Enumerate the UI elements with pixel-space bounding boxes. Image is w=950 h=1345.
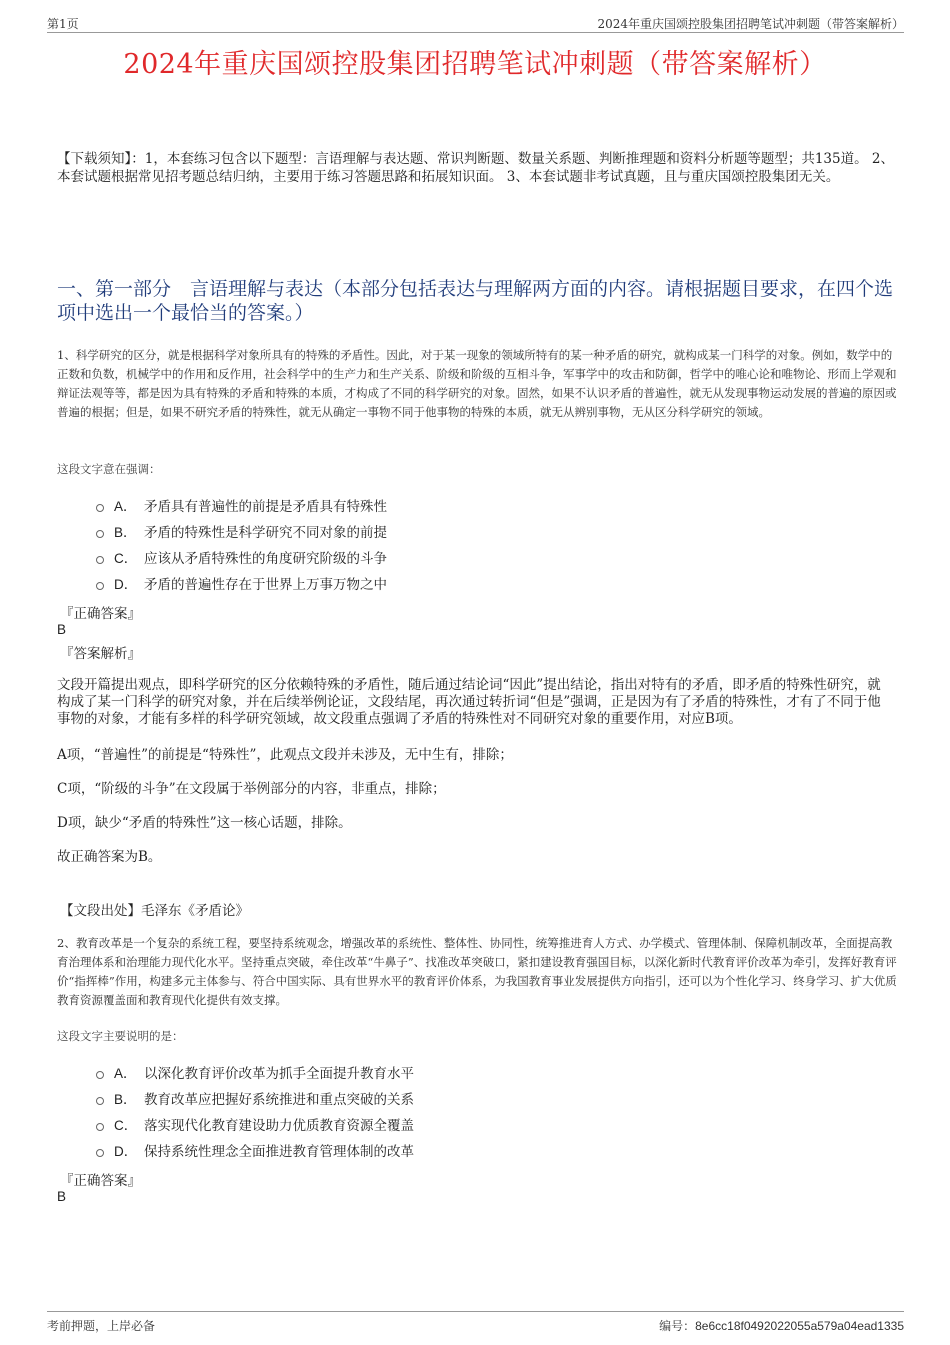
option-text: 落实现代化教育建设助力优质教育资源全覆盖 bbox=[144, 1118, 414, 1134]
option-text: 矛盾的特殊性是科学研究不同对象的前提 bbox=[144, 525, 387, 541]
section-title: 一、第一部分 言语理解与表达（本部分包括表达与理解两方面的内容。请根据题目要求，在四个选项中选出一个最恰当的答案。） bbox=[57, 278, 894, 324]
radio-icon[interactable] bbox=[96, 1097, 104, 1105]
question-2-prompt: 这段文字主要说明的是： bbox=[57, 1029, 184, 1043]
q1-option-b[interactable]: B． 矛盾的特殊性是科学研究不同对象的前提 bbox=[96, 518, 696, 544]
option-text: 矛盾的普遍性存在于世界上万事万物之中 bbox=[144, 577, 387, 593]
q2-option-d[interactable]: D． 保持系统性理念全面推进教育管理体制的改革 bbox=[96, 1137, 696, 1163]
question-1-prompt: 这段文字意在强调： bbox=[57, 462, 161, 476]
header-doc-title: 2024年重庆国颂控股集团招聘笔试冲刺题（带答案解析） bbox=[597, 17, 904, 31]
option-text: 矛盾具有普遍性的前提是矛盾具有特殊性 bbox=[144, 499, 387, 515]
option-text: 保持系统性理念全面推进教育管理体制的改革 bbox=[144, 1144, 414, 1160]
question-1-text: 1、科学研究的区分，就是根据科学对象所具有的特殊的矛盾性。因此，对于某一现象的领域所特有的某一种矛盾的研究，就构成某一门科学的对象。例如，数学中的正数和负数，机械学中的作用和反作用，社会科学中的生产力和生产关系、阶级和阶级的互相斗争，军事学中的攻击和防御，哲学中的唯心论和唯物论、形而上学观和辩证法观等等，都是因为具有特殊的矛盾和特殊的本质，才构成了不同的科学研究的对象。固然，如果不认识矛盾的普遍性，就无从发现事物运动发展的普遍的原因或普遍的根据；但是，如果不研究矛盾的特殊性，就无从确定一事物不同于他事物的特殊的本质，就无从辨别事物，无从区分科学研究的领域。 bbox=[57, 348, 897, 419]
q1-answer: B bbox=[57, 622, 67, 637]
analysis-paragraph: 故正确答案为B。 bbox=[57, 849, 162, 865]
radio-icon[interactable] bbox=[96, 530, 104, 538]
analysis-paragraph: D项，缺少“矛盾的特殊性”这一核心话题，排除。 bbox=[57, 815, 352, 831]
download-notice: 【下载须知】：1，本套练习包含以下题型：言语理解与表达题、常识判断题、数量关系题、判断推理题和资料分析题等题型；共135道。 2、本套试题根据常见招考题总结归纳，主要用于练习答题思路和拓展知识面。 3、本套试题非考试真题，且与重庆国颂控股集团无关。 bbox=[57, 151, 894, 185]
question-2-options bbox=[96, 1059, 696, 1163]
document-title: 2024年重庆国颂控股集团招聘笔试冲刺题（带答案解析） bbox=[123, 49, 827, 80]
footer-code-label: 编号： bbox=[659, 1319, 696, 1333]
page-footer bbox=[47, 1311, 904, 1334]
q1-answer-label: 『正确答案』 bbox=[60, 606, 141, 622]
footer-code bbox=[659, 1317, 904, 1334]
q1-option-c[interactable]: C． 应该从矛盾特殊性的角度研究阶级的斗争 bbox=[96, 544, 696, 570]
option-text: 应该从矛盾特殊性的角度研究阶级的斗争 bbox=[144, 551, 387, 567]
radio-icon[interactable] bbox=[96, 1071, 104, 1079]
footer-code-value: 8e6cc18f0492022055a579a04ead1335 bbox=[695, 1319, 904, 1333]
q2-answer: B bbox=[57, 1189, 67, 1204]
question-2-text: 2、教育改革是一个复杂的系统工程，要坚持系统观念，增强改革的系统性、整体性、协同性，统筹推进育人方式、办学模式、管理体制、保障机制改革，全面提高教育治理体系和治理能力现代化水平。坚持重点突破，牵住改革“牛鼻子”、找准改革突破口，紧扣建设教育强国目标，以深化新时代教育评价改革为牵引，发挥好教育评价“指挥棒”作用，构建多元主体参与、符合中国实际、具有世界水平的教育评价体系，为我国教育事业发展提供方向指引，还可以为个性化学习、终身学习、扩大优质教育资源覆盖面和教育现代化提供有效支撑。 bbox=[57, 936, 897, 1007]
q1-source: 【文段出处】毛泽东《矛盾论》 bbox=[60, 903, 249, 919]
option-text: 教育改革应把握好系统推进和重点突破的关系 bbox=[144, 1092, 414, 1108]
radio-icon[interactable] bbox=[96, 556, 104, 564]
radio-icon[interactable] bbox=[96, 504, 104, 512]
q1-option-d[interactable]: D． 矛盾的普遍性存在于世界上万事万物之中 bbox=[96, 570, 696, 596]
analysis-paragraph: C项，“阶级的斗争”在文段属于举例部分的内容，非重点，排除； bbox=[57, 781, 446, 797]
q2-answer-label: 『正确答案』 bbox=[60, 1173, 141, 1189]
radio-icon[interactable] bbox=[96, 582, 104, 590]
page-number: 第1页 bbox=[47, 17, 79, 31]
footer-slogan: 考前押题，上岸必备 bbox=[47, 1319, 156, 1333]
q1-option-a[interactable]: A． 矛盾具有普遍性的前提是矛盾具有特殊性 bbox=[96, 492, 696, 518]
analysis-paragraph: A项，“普遍性”的前提是“特殊性”，此观点文段并未涉及，无中生有，排除； bbox=[57, 747, 513, 763]
q1-analysis-label: 『答案解析』 bbox=[60, 646, 141, 662]
page-header bbox=[47, 12, 904, 33]
option-text: 以深化教育评价改革为抓手全面提升教育水平 bbox=[144, 1066, 414, 1082]
question-1-options bbox=[96, 492, 696, 596]
radio-icon[interactable] bbox=[96, 1149, 104, 1157]
analysis-paragraph: 文段开篇提出观点，即科学研究的区分依赖特殊的矛盾性，随后通过结论词“因此”提出结论，指出对特有的矛盾，即矛盾的特殊性研究，就构成了某一门科学的研究对象，并在后续举例论证，文段结尾，再次通过转折词“但是”强调，正是因为有了矛盾的特殊性，才有了不同于他事物的对象，才能有多样的科学研究领域，故文段重点强调了矛盾的特殊性对不同研究对象的重要作用，对应B项。 bbox=[57, 677, 881, 727]
radio-icon[interactable] bbox=[96, 1123, 104, 1131]
q2-option-b[interactable]: B． 教育改革应把握好系统推进和重点突破的关系 bbox=[96, 1085, 696, 1111]
q1-analysis bbox=[57, 677, 887, 883]
q2-option-a[interactable]: A． 以深化教育评价改革为抓手全面提升教育水平 bbox=[96, 1059, 696, 1085]
q2-option-c[interactable]: C． 落实现代化教育建设助力优质教育资源全覆盖 bbox=[96, 1111, 696, 1137]
